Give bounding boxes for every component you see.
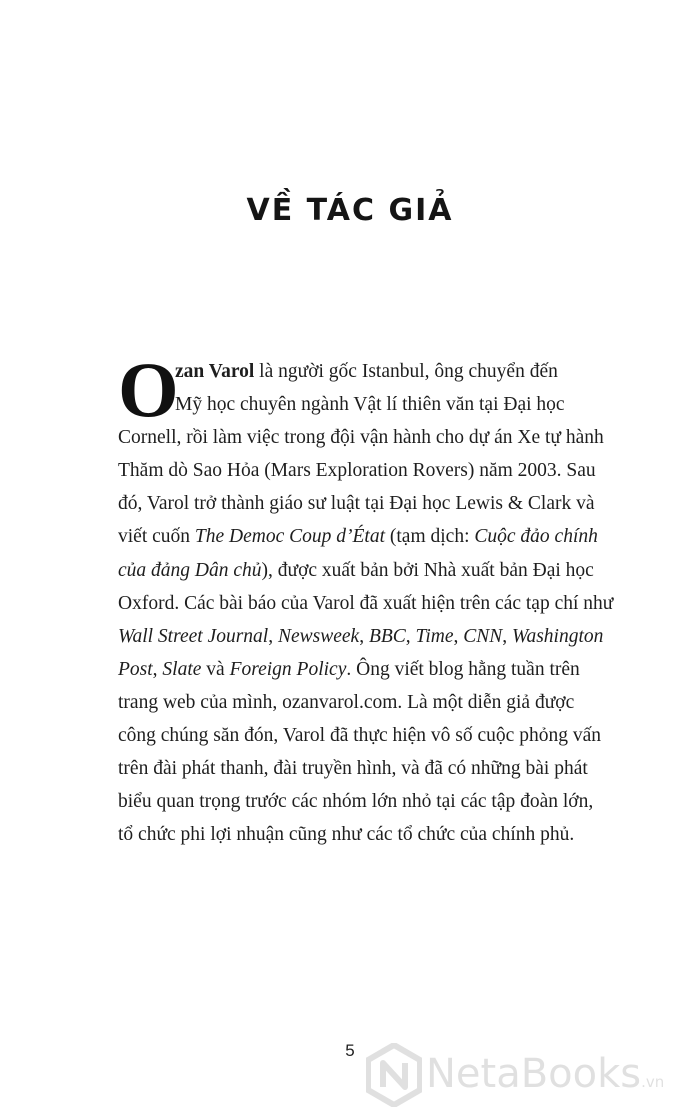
paragraph-line (118, 454, 652, 487)
italic-text: Time (415, 625, 454, 647)
page-number: 5 (345, 1041, 355, 1060)
italic-text: Washington (512, 625, 604, 647)
italic-text: Post (118, 658, 153, 680)
text-run: viết cuốn (118, 526, 195, 548)
text-run: Cornell, rồi làm việc trong đội vận hành cho dự án Xe tự hành (118, 427, 604, 449)
watermark-suffix: .vn (641, 1073, 665, 1091)
text-run: trên đài phát thanh, đài truyền hình, và đã có những bài phát (118, 758, 588, 780)
netabooks-logo-icon (366, 1043, 422, 1107)
italic-text: Wall Street Journal (118, 625, 269, 647)
paragraph-line (118, 653, 652, 686)
paragraph-line (118, 752, 652, 785)
paragraph-line (118, 818, 652, 851)
text-run: công chúng săn đón, Varol đã thực hiện vô số cuộc phỏng vấn (118, 725, 601, 747)
text-run: trang web của mình, ozanvarol.com. Là một diễn giả được (118, 691, 575, 713)
text-run: biểu quan trọng trước các nhóm lớn nhỏ tại các tập đoàn lớn, (118, 791, 594, 813)
italic-text: CNN (463, 625, 503, 647)
text-run: đó, Varol trở thành giáo sư luật tại Đại học Lewis & Clark và (118, 493, 595, 515)
drop-cap-letter: O (118, 346, 179, 433)
italic-text: Cuộc đảo chính (474, 526, 598, 548)
text-run: , (405, 625, 416, 647)
paragraph-line (118, 719, 652, 752)
text-run: và (201, 658, 230, 680)
italic-text: Newsweek (277, 625, 360, 647)
text-run: , (268, 625, 278, 647)
paragraph-line (118, 421, 652, 454)
text-run: , (359, 625, 369, 647)
text-run: , (152, 658, 163, 680)
paragraph-line (118, 554, 652, 587)
italic-text: của đảng Dân chủ (118, 559, 262, 581)
text-run: Oxford. Các bài báo của Varol đã xuất hiện trên các tạp chí như (118, 592, 614, 614)
author-bio-paragraph (118, 346, 652, 851)
text-run: ), được xuất bản bởi Nhà xuất bản Đại học (261, 559, 594, 581)
text-run: Mỹ học chuyên ngành Vật lí thiên văn tại Đại học (175, 394, 565, 416)
italic-text: BBC (368, 625, 406, 647)
paragraph-line (118, 487, 652, 520)
watermark (366, 1043, 696, 1115)
text-run: (tạm dịch: (385, 526, 475, 548)
watermark-brand: NetaBooks (426, 1051, 642, 1097)
watermark-text (426, 1051, 664, 1097)
chapter-heading: VỀ TÁC GIẢ (246, 193, 454, 228)
text-run: . Ông viết blog hằng tuần trên (346, 658, 580, 680)
text-run: là người gốc Istanbul, ông chuyển đến (254, 361, 558, 382)
paragraph-line (118, 785, 652, 818)
paragraph-line (118, 686, 652, 719)
text-run: , (453, 625, 464, 647)
paragraph-line (175, 355, 652, 388)
text-run: tổ chức phi lợi nhuận cũng như các tổ chức của chính phủ. (118, 824, 575, 846)
paragraph-line (118, 587, 652, 620)
paragraph-line (175, 388, 652, 421)
text-run: Thăm dò Sao Hỏa (Mars Exploration Rovers) năm 2003. Sau (118, 460, 596, 482)
paragraph-lines (118, 346, 652, 851)
paragraph-line (118, 520, 652, 553)
paragraph-line (118, 620, 652, 653)
italic-text: Slate (162, 658, 202, 680)
italic-text: Foreign Policy (229, 658, 347, 680)
text-run: , (502, 625, 513, 647)
italic-text: The Democ Coup d’État (194, 526, 386, 548)
bold-text: zan Varol (175, 361, 255, 382)
